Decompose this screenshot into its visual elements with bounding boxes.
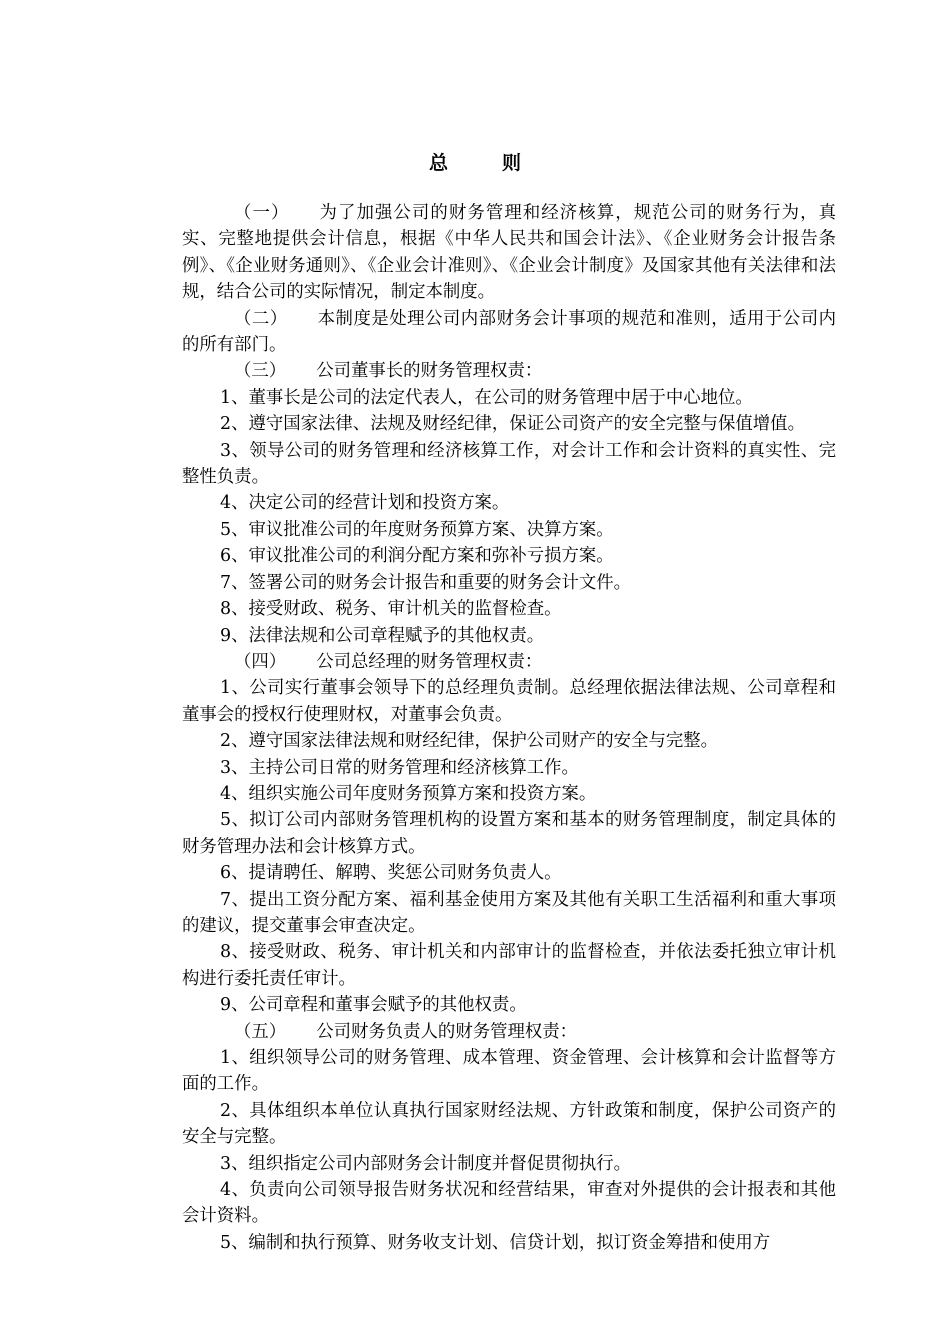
paragraph-text: 8、接受财政、税务、审计机关和内部审计的监督检查，并依法委托独立审计机构进行委托责任审计。 bbox=[182, 942, 836, 989]
paragraph-text: 3、组织指定公司内部财务会计制度并督促贯彻执行。 bbox=[220, 1153, 632, 1174]
list-item-paragraph bbox=[182, 1177, 836, 1230]
paragraph-text: 2、遵守国家法律、法规及财经纪律，保证公司资产的安全完整与保值增值。 bbox=[220, 414, 805, 435]
list-item-paragraph bbox=[182, 1151, 836, 1177]
list-item-paragraph bbox=[182, 1045, 836, 1098]
paragraph-text: 3、主持公司日常的财务管理和经济核算工作。 bbox=[220, 757, 579, 778]
paragraph-text: 2、遵守国家法律法规和财经纪律，保护公司财产的安全与完整。 bbox=[220, 731, 719, 752]
paragraph-text: 1、组织领导公司的财务管理、成本管理、资金管理、会计核算和会计监督等方面的工作。 bbox=[182, 1048, 836, 1095]
section-number: （二） bbox=[234, 308, 288, 329]
list-item-paragraph bbox=[182, 887, 836, 940]
paragraph-text: 7、签署公司的财务会计报告和重要的财务会计文件。 bbox=[220, 572, 632, 593]
list-item-paragraph bbox=[182, 596, 836, 622]
paragraph-text: 9、法律法规和公司章程赋予的其他权责。 bbox=[220, 625, 545, 646]
list-item-paragraph bbox=[182, 411, 836, 437]
list-item-paragraph bbox=[182, 543, 836, 569]
section-number: （四） bbox=[234, 651, 287, 672]
document-body bbox=[182, 200, 836, 1256]
list-item-paragraph bbox=[182, 1230, 836, 1256]
paragraph-text: 4、组织实施公司年度财务预算方案和投资方案。 bbox=[220, 783, 597, 804]
section-paragraph bbox=[182, 649, 836, 675]
paragraph-text: 9、公司章程和董事会赋予的其他权责。 bbox=[220, 995, 527, 1016]
list-item-paragraph bbox=[182, 517, 836, 543]
paragraph-text: 3、领导公司的财务管理和经济核算工作，对会计工作和会计资料的真实性、完整性负责。 bbox=[182, 440, 836, 488]
section-paragraph bbox=[182, 306, 836, 359]
list-item-paragraph bbox=[182, 1098, 836, 1151]
list-item-paragraph bbox=[182, 807, 836, 860]
paragraph-text: 1、董事长是公司的法定代表人，在公司的财务管理中居于中心地位。 bbox=[220, 387, 753, 408]
page-title: 总则 bbox=[428, 152, 575, 174]
list-item-paragraph bbox=[182, 623, 836, 649]
list-item-paragraph bbox=[182, 860, 836, 886]
list-item-paragraph bbox=[182, 728, 836, 754]
list-item-paragraph bbox=[182, 490, 836, 516]
paragraph-text: 本制度是处理公司内部财务会计事项的规范和准则，适用于公司内的所有部门。 bbox=[182, 308, 836, 356]
paragraph-text: 6、提请聘任、解聘、奖惩公司财务负责人。 bbox=[220, 863, 562, 884]
paragraph-text: 公司总经理的财务管理权责： bbox=[316, 651, 543, 672]
list-item-paragraph bbox=[182, 992, 836, 1018]
list-item-paragraph bbox=[182, 570, 836, 596]
paragraph-text: 4、决定公司的经营计划和投资方案。 bbox=[220, 493, 510, 514]
section-paragraph bbox=[182, 358, 836, 384]
paragraph-text: 为了加强公司的财务管理和经济核算，规范公司的财务行为，真实、完整地提供会计信息，根据《中华人民共和国会计法》、《企业财务会计报告条例》、《企业财务通则》、《企业会计准则》、《企业会计制度》及国家其他有关法律和法规，结合公司的实际情况，制定本制度。 bbox=[182, 203, 836, 303]
paragraph-text: 5、编制和执行预算、财务收支计划、信贷计划，拟订资金筹措和使用方 bbox=[220, 1232, 771, 1253]
list-item-paragraph bbox=[182, 385, 836, 411]
paragraph-text: 7、提出工资分配方案、福利基金使用方案及其他有关职工生活福利和重大事项的建议，提交董事会审查决定。 bbox=[182, 889, 836, 936]
list-item-paragraph bbox=[182, 438, 836, 491]
section-number: （五） bbox=[234, 1021, 287, 1042]
section-paragraph bbox=[182, 200, 836, 306]
paragraph-text: 5、审议批准公司的年度财务预算方案、决算方案。 bbox=[220, 519, 614, 540]
list-item-paragraph bbox=[182, 781, 836, 807]
paragraph-text: 公司财务负责人的财务管理权责： bbox=[316, 1021, 578, 1042]
list-item-paragraph bbox=[182, 675, 836, 728]
paragraph-text: 6、审议批准公司的利润分配方案和弥补亏损方案。 bbox=[220, 546, 614, 567]
list-item-paragraph bbox=[182, 755, 836, 781]
paragraph-text: 2、具体组织本单位认真执行国家财经法规、方针政策和制度，保护公司资产的安全与完整。 bbox=[182, 1100, 836, 1148]
paragraph-text: 公司董事长的财务管理权责： bbox=[316, 361, 543, 382]
section-number: （一） bbox=[234, 203, 290, 223]
list-item-paragraph bbox=[182, 939, 836, 992]
paragraph-text: 1、公司实行董事会领导下的总经理负责制。总经理依据法律法规、公司章程和董事会的授权行使理财权，对董事会负责。 bbox=[182, 678, 836, 725]
section-paragraph bbox=[182, 1019, 836, 1045]
section-number: （三） bbox=[234, 361, 287, 382]
paragraph-text: 5、拟订公司内部财务管理机构的设置方案和基本的财务管理制度，制定具体的财务管理办法和会计核算方式。 bbox=[182, 810, 836, 857]
paragraph-text: 8、接受财政、税务、审计机关的监督检查。 bbox=[220, 599, 562, 620]
paragraph-text: 4、负责向公司领导报告财务状况和经营结果，审查对外提供的会计报表和其他会计资料。 bbox=[182, 1180, 836, 1227]
